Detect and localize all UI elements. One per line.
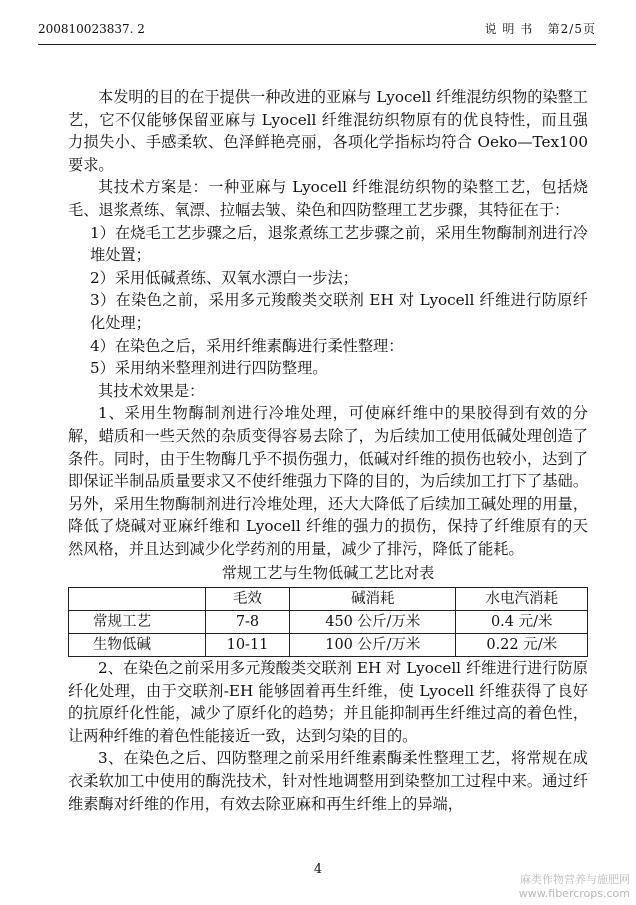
watermark [519, 873, 630, 901]
table-header-cell: 水电汽消耗 [456, 588, 588, 611]
table-cell: 生物低碱 [69, 634, 206, 657]
page-info: 第2/5页 [547, 22, 596, 36]
step-item: 4）在染色之后，采用纤维素酶进行柔性整理： [90, 336, 404, 355]
paragraph-purpose: 本发明的目的在于提供一种改进的亚麻与 Lyocell 纤维混纺织物的染整工艺，它不仅能够保留亚麻与 Lyocell 纤维混纺织物原有的优良特性，而且强力损失小、手感柔软、色泽鲜艳亮丽，各项化学指标均符合 Oeko—Tex100 要求。 [68, 88, 588, 174]
header-right [485, 18, 596, 40]
table-cell: 常规工艺 [69, 611, 206, 634]
table-header-cell [69, 588, 206, 611]
page-number: 4 [313, 862, 323, 877]
step-item: 5）采用纳米整理剂进行四防整理。 [90, 359, 328, 378]
table-header-row [69, 588, 588, 611]
table-cell: 100 公斤/万米 [290, 634, 456, 657]
paragraph-technical-scheme: 其技术方案是：一种亚麻与 Lyocell 纤维混纺织物的染整工艺，包括烧毛、退浆煮练、氧漂、拉幅去皱、染色和四防整理工艺步骤，其特征在于： [68, 178, 588, 219]
step-item: 1）在烧毛工艺步骤之后，退浆煮练工艺步骤之前，采用生物酶制剂进行冷堆处置； [90, 223, 588, 265]
table-cell: 10-11 [205, 634, 289, 657]
watermark-title: 麻类作物营养与施肥网 [520, 873, 630, 886]
step-item: 3）在染色之前，采用多元羧酸类交联剂 EH 对 Lyocell 纤维进行防原纤化处理； [90, 291, 588, 332]
document-type: 说 明 书 [484, 22, 534, 36]
document-number: 200810023837. 2 [38, 22, 145, 36]
table-header-cell: 碱消耗 [290, 588, 456, 611]
table-cell: 0.4 元/米 [456, 611, 588, 634]
paragraph-effect-3: 3、在染色之后、四防整理之前采用纤维素酶柔性整理工艺，将常规在成衣柔软加工中使用的酶洗技术，针对性地调整用到染整加工过程中来。通过纤维素酶对纤维的作用，有效去除亚麻和再生纤维上的异端， [68, 749, 588, 813]
page-header [38, 18, 596, 40]
header-rule [38, 44, 596, 45]
comparison-table [68, 587, 588, 657]
table-row [69, 611, 588, 634]
table-header-cell: 毛效 [205, 588, 289, 611]
paragraph-effect-1: 1、采用生物酶制剂进行冷堆处理，可使麻纤维中的果胶得到有效的分解，蜡质和一些天然的杂质变得容易去除了，为后续加工使用低碱处理创造了条件。同时，由于生物酶几乎不损伤强力，低碱对纤维的损伤也较小，达到了即保证半制品质量要求又不使纤维强力下降的目的，为后续加工打下了基础。另外，采用生物酶制剂进行冷堆处理，还大大降低了后续加工碱处理的用量，降低了烧碱对亚麻纤维和 Lyocell 纤维的强力的损伤，保持了纤维原有的天然风格，并且达到减少化学药剂的用量，减少了排污，降低了能耗。 [68, 404, 588, 558]
table-row [69, 634, 588, 657]
table-cell: 7-8 [205, 611, 289, 634]
table-caption: 常规工艺与生物低碱工艺比对表 [221, 564, 435, 583]
effect-title: 其技术效果是： [98, 381, 205, 400]
table-cell: 450 公斤/万米 [290, 611, 456, 634]
document-body [68, 86, 588, 815]
step-item: 2）采用低碱煮练、双氧水漂白一步法； [90, 268, 358, 287]
watermark-url: www.fibercrops.com [518, 887, 630, 900]
table-cell: 0.22 元/米 [456, 634, 588, 657]
paragraph-effect-2: 2、在染色之前采用多元羧酸类交联剂 EH 对 Lyocell 纤维进行进行防原纤化处理，由于交联剂-EH 能够固着再生纤维，使 Lyocell 纤维获得了良好的抗原纤化性能，减少了原纤化的趋势；并且能抑制再生纤维过高的着色性，让两种纤维的着色性能接近一致，达到匀染的目的。 [68, 659, 588, 745]
